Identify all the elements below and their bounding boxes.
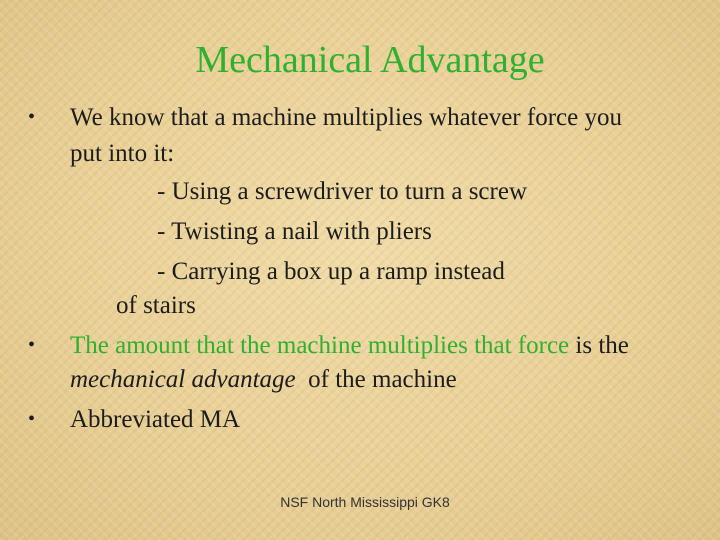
bullet-marker: •	[28, 334, 36, 356]
bullet1-line1: We know that a machine multiplies whatever force you	[70, 104, 622, 131]
bullet3-text: Abbreviated MA	[70, 406, 241, 433]
mechanical-advantage-term: mechanical advantage	[70, 366, 296, 393]
bullet2-suffix: of the machine	[295, 366, 457, 393]
sub-item-continuation: of stairs	[116, 292, 196, 319]
bullet1-line2: put into it:	[70, 140, 175, 167]
sub-item-screwdriver: - Using a screwdriver to turn a screw	[157, 178, 528, 205]
bullet-marker: •	[28, 408, 36, 430]
sub-item-ramp: - Carrying a box up a ramp instead	[157, 258, 505, 285]
bullet2-plain: is the	[569, 332, 629, 359]
sub-item-pliers: - Twisting a nail with pliers	[157, 218, 432, 245]
slide-footer: NSF North Mississippi GK8	[280, 494, 450, 510]
bullet2-highlight: The amount that the machine multiplies that force	[70, 332, 570, 359]
bullet2-line2	[70, 364, 457, 396]
slide-title: Mechanical Advantage	[195, 39, 545, 81]
bullet2-line1	[70, 330, 629, 362]
bullet-marker: •	[28, 106, 36, 128]
